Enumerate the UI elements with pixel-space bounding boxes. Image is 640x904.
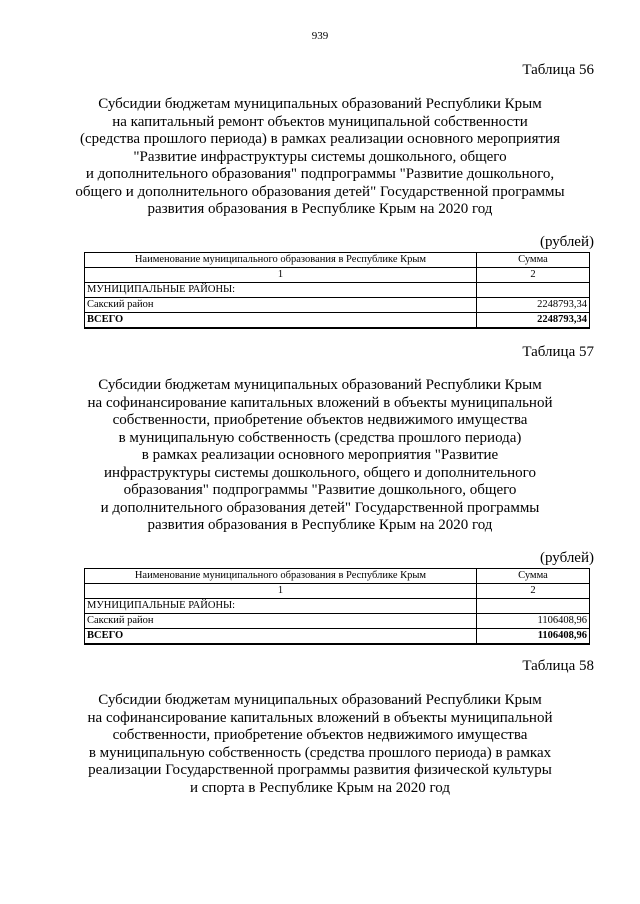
table-row <box>85 614 590 629</box>
column-number: 1 <box>85 584 477 599</box>
table-56-unit: (рублей) <box>539 234 594 250</box>
title-line: общего и дополнительного образования детей" Государственной программы <box>75 183 565 200</box>
total-label: ВСЕГО <box>85 313 477 329</box>
header-amount-cell: Сумма <box>476 569 589 584</box>
table-56 <box>84 252 590 329</box>
table-56-label: Таблица 56 <box>522 62 594 78</box>
column-number-row <box>85 268 590 283</box>
title-line: "Развитие инфраструктуры системы дошкольного, общего <box>133 148 507 165</box>
title-line: в муниципальную собственность (средства прошлого периода) в рамках <box>88 744 552 761</box>
title-line: на капитальный ремонт объектов муниципальной собственности <box>112 113 528 130</box>
title-line: Субсидии бюджетам муниципальных образований Республики Крым <box>98 692 542 708</box>
column-number: 1 <box>85 268 477 283</box>
column-number: 2 <box>476 584 589 599</box>
table-58-label: Таблица 58 <box>522 658 594 674</box>
table-header-row <box>85 253 590 268</box>
title-line: развития образования в Республике Крым на 2020 год <box>147 517 493 533</box>
total-label: ВСЕГО <box>85 629 477 645</box>
total-amount: 2248793,34 <box>476 313 589 329</box>
section-label: МУНИЦИПАЛЬНЫЕ РАЙОНЫ: <box>85 599 477 614</box>
table-56-title <box>60 96 580 219</box>
title-line: и спорта в Республике Крым на 2020 год <box>190 779 450 796</box>
title-line: собственности, приобретение объектов недвижимого имущества <box>112 412 528 428</box>
municipality-name: Сакский район <box>85 614 477 629</box>
section-label: МУНИЦИПАЛЬНЫЕ РАЙОНЫ: <box>85 283 477 298</box>
title-line: и дополнительного образования" подпрограммы "Развитие дошкольного, <box>85 166 555 182</box>
table-57-label: Таблица 57 <box>522 344 594 360</box>
title-line: в муниципальную собственность (средства прошлого периода) <box>118 429 522 446</box>
municipality-name: Сакский район <box>85 298 477 313</box>
title-line: образования" подпрограммы "Развитие дошкольного, общего <box>123 482 517 498</box>
column-number-row <box>85 584 590 599</box>
table-58-title <box>60 692 580 797</box>
title-line: собственности, приобретение объектов недвижимого имущества <box>112 727 528 743</box>
title-line: Субсидии бюджетам муниципальных образований Республики Крым <box>98 377 542 393</box>
section-row <box>85 599 590 614</box>
empty-cell <box>476 599 589 614</box>
column-number: 2 <box>476 268 589 283</box>
table-row <box>85 298 590 313</box>
amount-value: 2248793,34 <box>476 298 589 313</box>
page-number: 939 <box>311 30 329 42</box>
table-57-unit: (рублей) <box>539 550 594 566</box>
table-header-row <box>85 569 590 584</box>
title-line: инфраструктуры системы дошкольного, общего и дополнительного <box>104 464 536 481</box>
title-line: и дополнительного образования детей" Государственной программы <box>100 499 540 516</box>
amount-value: 1106408,96 <box>476 614 589 629</box>
header-name-cell: Наименование муниципального образования в Республике Крым <box>85 569 477 584</box>
title-line: на софинансирование капитальных вложений в объекты муниципальной <box>87 709 553 726</box>
title-line: (средства прошлого периода) в рамках реализации основного мероприятия <box>80 131 560 147</box>
header-name-cell: Наименование муниципального образования в Республике Крым <box>85 253 477 268</box>
empty-cell <box>476 283 589 298</box>
title-line: на софинансирование капитальных вложений в объекты муниципальной <box>87 394 553 411</box>
total-amount: 1106408,96 <box>476 629 589 645</box>
table-57 <box>84 568 590 645</box>
total-row <box>85 629 590 645</box>
title-line: в рамках реализации основного мероприятия "Развитие <box>141 447 499 463</box>
title-line: реализации Государственной программы развития физической культуры <box>88 762 552 778</box>
title-line: Субсидии бюджетам муниципальных образований Республики Крым <box>98 96 542 112</box>
table-57-title <box>60 377 580 535</box>
total-row <box>85 313 590 329</box>
header-amount-cell: Сумма <box>476 253 589 268</box>
title-line: развития образования в Республике Крым на 2020 год <box>147 201 493 217</box>
section-row <box>85 283 590 298</box>
